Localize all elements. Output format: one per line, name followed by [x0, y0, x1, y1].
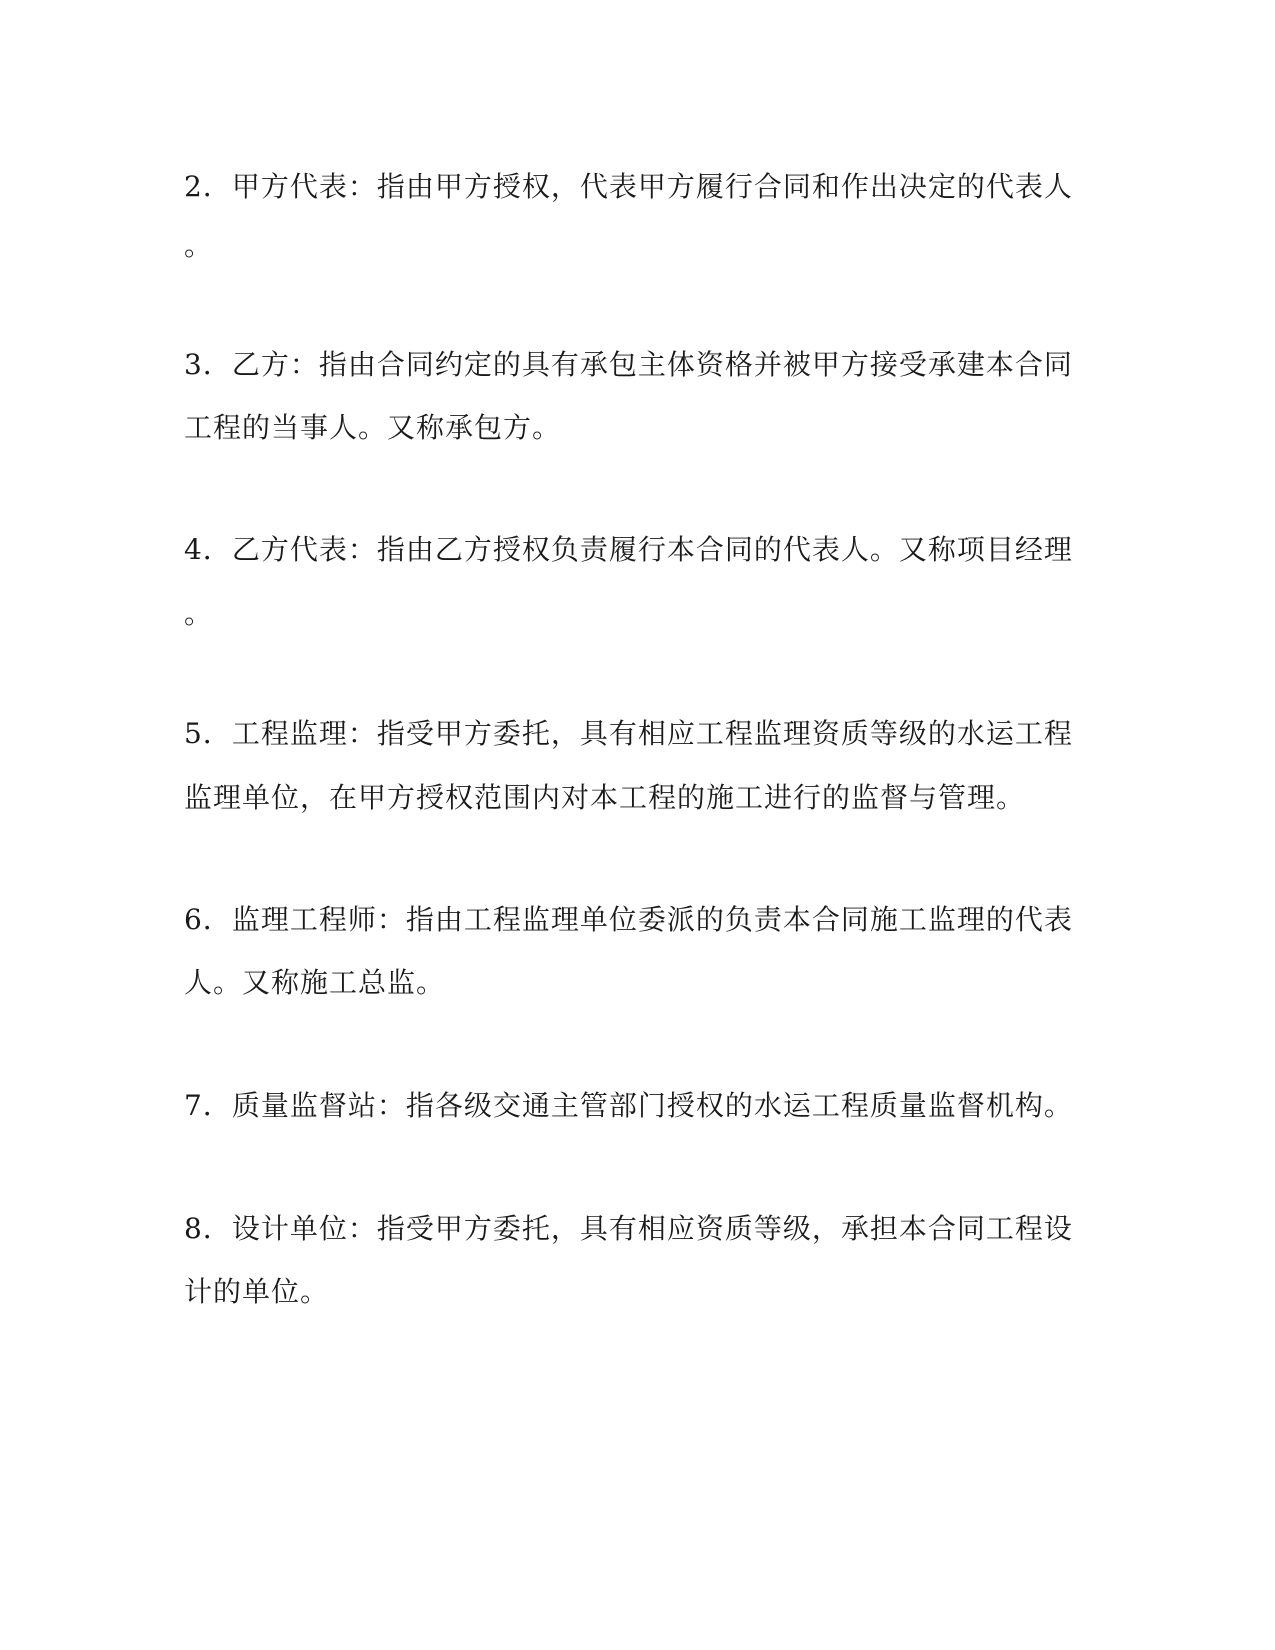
text-line: 6．监理工程师：指由工程监理单位委派的负责本合同施工监理的代表: [184, 903, 1073, 936]
text-line: 计的单位。: [184, 1275, 330, 1308]
text-line: 。: [184, 597, 214, 630]
text-line: 工程的当事人。又称承包方。: [184, 411, 562, 444]
text-line: 7．质量监督站：指各级交通主管部门授权的水运工程质量监督机构。: [184, 1089, 1073, 1122]
text-line: 监理单位，在甲方授权范围内对本工程的施工进行的监督与管理。: [184, 781, 1026, 814]
text-line: 2．甲方代表：指由甲方授权，代表甲方履行合同和作出决定的代表人: [184, 170, 1073, 203]
text-line: 8．设计单位：指受甲方委托，具有相应资质等级，承担本合同工程设: [184, 1212, 1073, 1245]
text-line: 。: [184, 229, 214, 262]
text-line: 人。又称施工总监。: [184, 966, 446, 999]
text-line: 5．工程监理：指受甲方委托，具有相应工程监理资质等级的水运工程: [184, 717, 1073, 750]
text-line: 4．乙方代表：指由乙方授权负责履行本合同的代表人。又称项目经理: [184, 533, 1073, 566]
text-line: 3．乙方：指由合同约定的具有承包主体资格并被甲方接受承建本合同: [184, 348, 1073, 381]
